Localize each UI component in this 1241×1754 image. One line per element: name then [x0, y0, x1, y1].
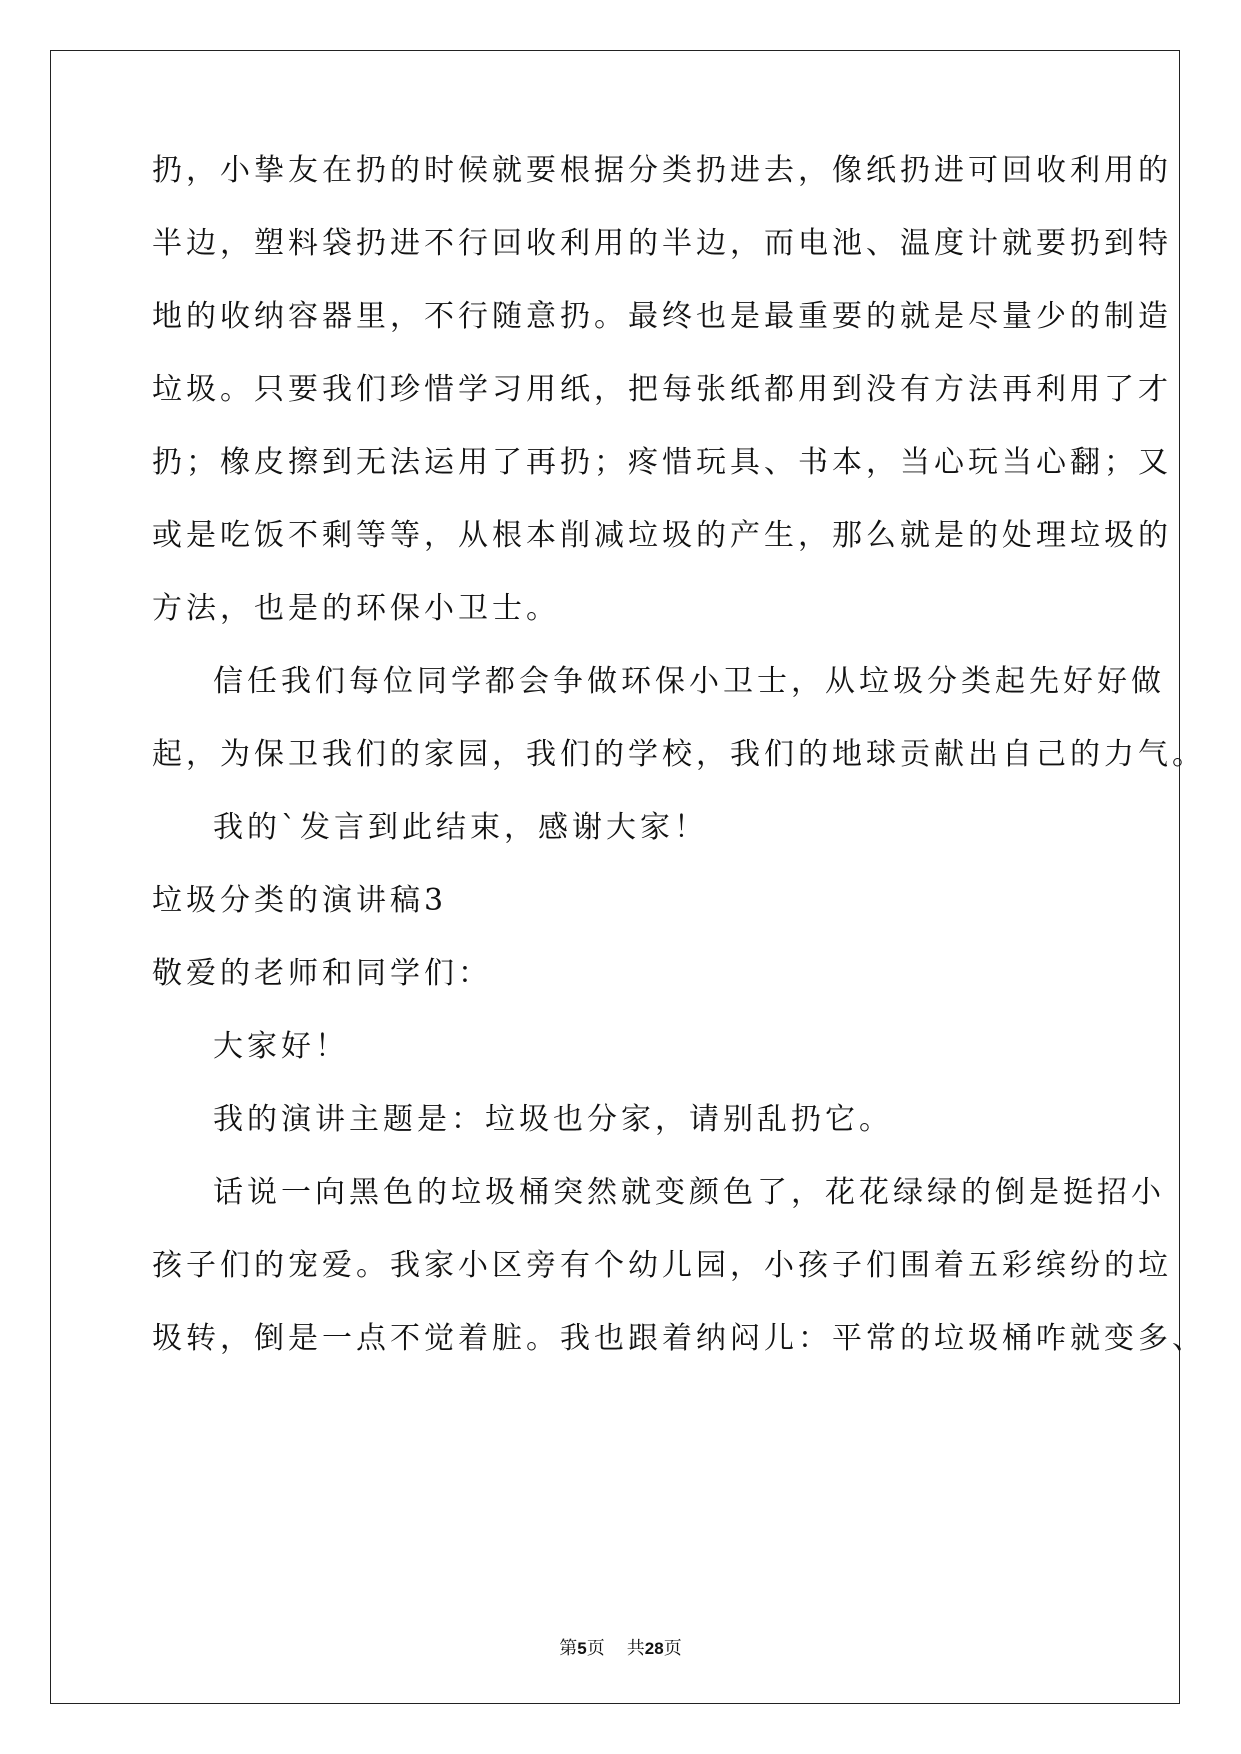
paragraph-line: 半边，塑料袋扔进不行回收利用的半边，而电池、温度计就要扔到特	[152, 226, 1172, 261]
paragraph-line: 或是吃饭不剩等等，从根本削减垃圾的产生，那么就是的处理垃圾的	[152, 518, 1172, 553]
paragraph-line: 垃圾。只要我们珍惜学习用纸，把每张纸都用到没有方法再利用了才	[152, 372, 1172, 407]
page-footer	[0, 1637, 1241, 1661]
section-title: 垃圾分类的演讲稿3	[152, 883, 448, 918]
paragraph-line: 话说一向黑色的垃圾桶突然就变颜色了，花花绿绿的倒是挺招小	[213, 1175, 1165, 1210]
paragraph-line: 我的演讲主题是：垃圾也分家，请别乱扔它。	[213, 1102, 893, 1137]
paragraph-line: 扔，小挚友在扔的时候就要根据分类扔进去，像纸扔进可回收利用的	[152, 153, 1172, 188]
paragraph-line: 信任我们每位同学都会争做环保小卫士，从垃圾分类起先好好做	[213, 664, 1165, 699]
paragraph-line: 圾转，倒是一点不觉着脏。我也跟着纳闷儿：平常的垃圾桶咋就变多、	[152, 1321, 1206, 1356]
page-suffix: 页	[586, 1638, 605, 1659]
greeting: 大家好！	[213, 1029, 349, 1064]
paragraph-line: 方法，也是的环保小卫士。	[152, 591, 560, 626]
total-pages: 28	[644, 1639, 664, 1658]
page-prefix: 第	[559, 1638, 578, 1659]
total-prefix: 共	[626, 1638, 645, 1659]
total-suffix: 页	[663, 1638, 682, 1659]
paragraph-line: 地的收纳容器里，不行随意扔。最终也是最重要的就是尽量少的制造	[152, 299, 1172, 334]
paragraph-line: 我的`发言到此结束，感谢大家！	[213, 810, 708, 845]
paragraph-line: 孩子们的宠爱。我家小区旁有个幼儿园，小孩子们围着五彩缤纷的垃	[152, 1248, 1172, 1283]
paragraph-line: 扔；橡皮擦到无法运用了再扔；疼惜玩具、书本，当心玩当心翻；又	[152, 445, 1172, 480]
paragraph-line: 起，为保卫我们的家园，我们的学校，我们的地球贡献出自己的力气。	[152, 737, 1206, 772]
page-number: 5	[577, 1639, 587, 1658]
salutation: 敬爱的老师和同学们：	[152, 956, 492, 991]
